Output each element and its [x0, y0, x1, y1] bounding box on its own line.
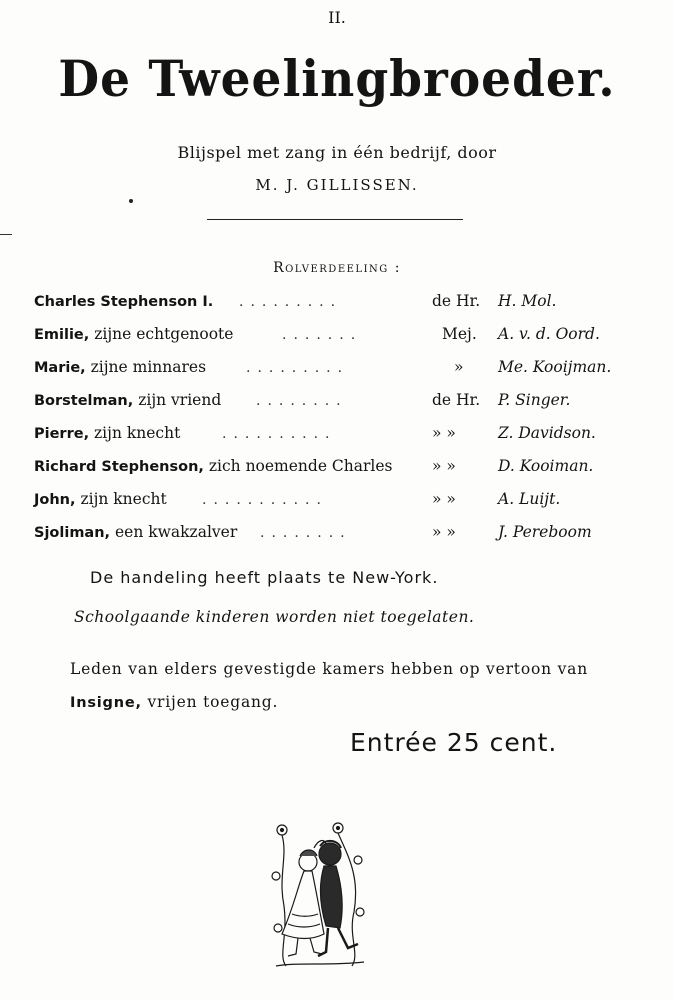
actor-name: P. Singer. — [498, 391, 571, 409]
play-subtitle: Blijspel met zang in één bedrijf, door — [177, 143, 497, 162]
actor-name: Z. Davidson. — [498, 424, 596, 442]
character-name: Richard Stephenson, — [34, 459, 204, 475]
dot-leader: .......... — [222, 426, 337, 442]
character-name: Borstelman, — [34, 393, 134, 409]
dot-leader: ........ — [260, 525, 352, 541]
dot-leader: ......... — [239, 294, 343, 310]
character-description: zijne echtgenoote — [94, 325, 234, 343]
character-description: zijn knecht — [94, 424, 181, 442]
dot-leader: ........ — [256, 393, 348, 409]
cast-row — [34, 391, 634, 424]
entry-price: Entrée 25 cent. — [350, 728, 558, 757]
margin-mark — [0, 234, 12, 235]
cast-list — [34, 292, 634, 556]
actor-name: A. v. d. Oord. — [498, 325, 600, 343]
members-note — [70, 653, 630, 720]
actor-prefix: de Hr. — [432, 292, 481, 310]
character-name: Emilie, — [34, 327, 90, 343]
character-description: zijne minnares — [90, 358, 207, 376]
character-description: een kwakzalver — [114, 523, 238, 541]
character-name: Charles Stephenson I. — [34, 294, 214, 310]
actor-prefix: » » — [432, 457, 456, 475]
actor-name: J. Pereboom — [498, 523, 592, 541]
dot-leader: ....... — [282, 327, 363, 343]
actor-prefix: » — [454, 358, 464, 376]
cast-row — [34, 292, 634, 325]
cast-row — [34, 358, 634, 391]
actor-name: Me. Kooijman. — [498, 358, 612, 376]
location-note: De handeling heeft plaats te New-York. — [90, 568, 439, 587]
character-name: John, — [34, 492, 76, 508]
children-note: Schoolgaande kinderen worden niet toegelaten. — [74, 608, 475, 626]
character-name: Marie, — [34, 360, 86, 376]
dot-leader: ......... — [246, 360, 350, 376]
character-description: zijn knecht — [80, 490, 167, 508]
dancing-children-vignette — [268, 816, 368, 970]
actor-name: D. Kooiman. — [498, 457, 594, 475]
cast-row — [34, 457, 634, 490]
actor-prefix: Mej. — [442, 325, 477, 343]
cast-row — [34, 325, 634, 358]
page-numeral: II. — [328, 8, 346, 27]
cast-row — [34, 490, 634, 523]
members-note-bold: Insigne, — [70, 695, 142, 711]
actor-name: A. Luijt. — [498, 490, 561, 508]
cast-heading: Rolverdeeling : — [273, 260, 401, 276]
character-description: zijn vriend — [138, 391, 222, 409]
character-description: zich noemende Charles — [208, 457, 393, 475]
actor-prefix: de Hr. — [432, 391, 481, 409]
ink-dot — [129, 199, 133, 203]
actor-prefix: » » — [432, 523, 456, 541]
cast-row — [34, 424, 634, 457]
actor-name: H. Mol. — [498, 292, 557, 310]
actor-prefix: » » — [432, 490, 456, 508]
character-name: Sjoliman, — [34, 525, 111, 541]
members-note-start: Leden van elders gevestigde kamers hebben op vertoon van — [70, 660, 588, 678]
character-name: Pierre, — [34, 426, 90, 442]
dot-leader: ........... — [202, 492, 328, 508]
play-title: De Tweelingbroeder. — [58, 50, 616, 109]
divider-rule — [207, 219, 463, 220]
play-author: M. J. GILLISSEN. — [255, 176, 419, 194]
actor-prefix: » » — [432, 424, 456, 442]
cast-row — [34, 523, 634, 556]
members-note-end: vrijen toegang. — [147, 693, 279, 711]
